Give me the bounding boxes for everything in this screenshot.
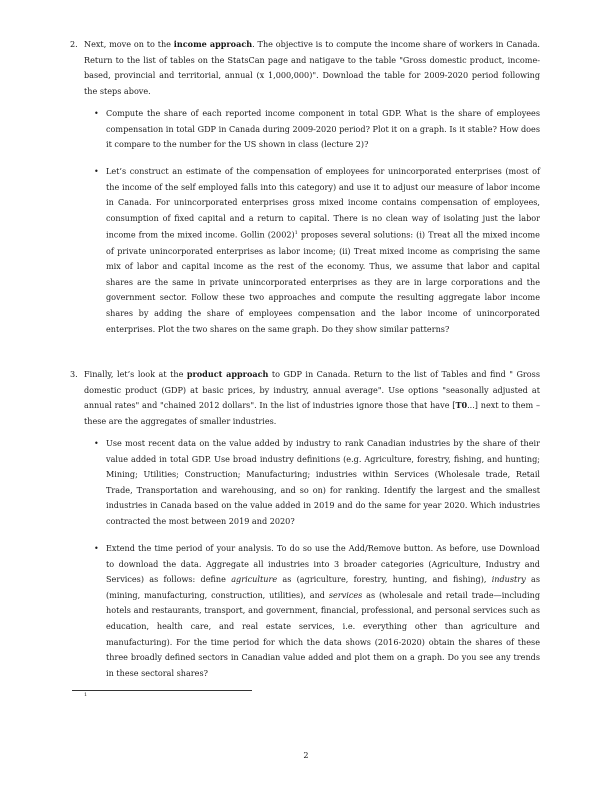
item-2-bullet-1 (94, 106, 540, 153)
item-2-bullet-1-text: Compute the share of each reported income component in total GDP. What is the share of employees compensation in total GDP in Canada during 2009-2020 period? Plot it on a graph. Is it stable? How does it compare to the number for the US shown in class (lecture 2)? (106, 108, 540, 150)
item-3-bold-term: product approach (186, 369, 269, 379)
item-3-number: 3. (70, 369, 78, 379)
item-3-text-a: Finally, let’s look at the (84, 369, 187, 379)
item-2-text-a: Next, move on to the (84, 39, 174, 49)
term-industry: industry (491, 574, 526, 585)
footnote-mark: 1 (84, 692, 88, 698)
item-3-bullet-1-text: Use most recent data on the value added by industry to rank Canadian industries by the share of their value added in total GDP. Use broad industry definitions (e.g. Agriculture, forestry, fishing, and hunting; Mining; Utilities; Construction; Manufacturing; industries within Services (Wholesale trade, Retail Trade, Transportation and warehousing, and so on) for ranking. Identify the largest and the smallest industries in Canada based on the value added in 2019 and do the same for year 2020. Which industries contracted the most between 2019 and 2020? (106, 438, 540, 526)
item-3-bullet-2-text-c: as (mining, manufacturing, construction, utilities), and (106, 574, 541, 600)
item-2-number: 2. (70, 39, 78, 49)
item-3-bullet-1 (94, 436, 540, 530)
item-2-bullet-2 (94, 164, 540, 337)
item-2-text-b: . The objective is to compute the income share of workers in Canada. Return to the list of tables on the StatsCan page and natigave to the table "Gross domestic product, income-based, provincial and territorial, annual (x 1,000,000)". Download the table for 2009-2020 period following the steps above. (84, 39, 540, 96)
item-3-paragraph (70, 367, 541, 429)
footnote-marker: 1 (294, 230, 298, 237)
term-agriculture: agriculture (231, 574, 278, 585)
footnote-rule (72, 690, 252, 691)
item-3-t-label: T0 (455, 400, 468, 411)
item-2-bullet-2-text-b: proposes several solutions: (i) Treat all the mixed income of private unincorporated enterprises as labor income; (ii) Treat mixed income as comprising the same mix of labor and capital income as the rest of the economy. Thus, we assume that labor and capital shares are the same in private unincorporated enterprises as they are in large corporations and the government sector. Follow these two approaches and compute the resulting aggregate labor income shares by adding the share of employees compensation and the labor income of unincorporated enterprises. Plot the two shares on the same graph. Do they show similar patterns? (106, 230, 540, 334)
bullet-dot: • (94, 544, 99, 553)
item-2-bold-term: income approach (173, 39, 253, 49)
item-2-paragraph (70, 37, 540, 99)
item-3-bullet-2-text-b: as (agriculture, forestry, hunting, and fishing), (277, 574, 492, 585)
item-3-bullet-2 (94, 541, 541, 681)
page-number: 2 (303, 750, 309, 760)
term-services: services (328, 589, 363, 600)
item-3-text-c: ...] next to them – these are the aggregates of smaller industries. (84, 400, 541, 426)
bullet-dot: • (94, 167, 99, 176)
bullet-dot: • (94, 439, 99, 448)
bullet-dot: • (94, 109, 99, 118)
item-3-bullet-2-text-a: Extend the time period of your analysis. To do so use the Add/Remove button. As before, use Download to download the data. Aggregate all industries into 3 broader categories (Agriculture, Industry and Services) as follows: define (106, 543, 540, 585)
item-2-bullet-2-text-a: Let’s construct an estimate of the compensation of employees for unincorporated enterprises (most of the income of the self employed falls into this category) and use it to adjust our measure of labor income in Canada. For unincorporated enterprises gross mixed income contains compensation of employees, consumption of fixed capital and a return to capital. There is no clean way of isolating just the labor income from the mixed income. Gollin (2002) (106, 166, 540, 241)
item-3-bullet-2-text-d: as (wholesale and retail trade—including hotels and restaurants, transport, and government, financial, professional, and personal services such as education, health care, and real estate services, i.e. everything other than agriculture and manufacturing). For the time period for which the data shows (2016-2020) obtain the shares of these three broadly defined sectors in Canadian value added and plot them on a graph. Do you see any trends in these sectoral shares? (106, 589, 540, 678)
item-3-text-b: to GDP in Canada. Return to the list of Tables and find " Gross domestic product (GDP) at basic prices, by industry, annual average". Use options "seasonally adjusted at annual rates" and "chained 2012 dollars". In the list of industries ignore those that have [ (84, 369, 540, 411)
